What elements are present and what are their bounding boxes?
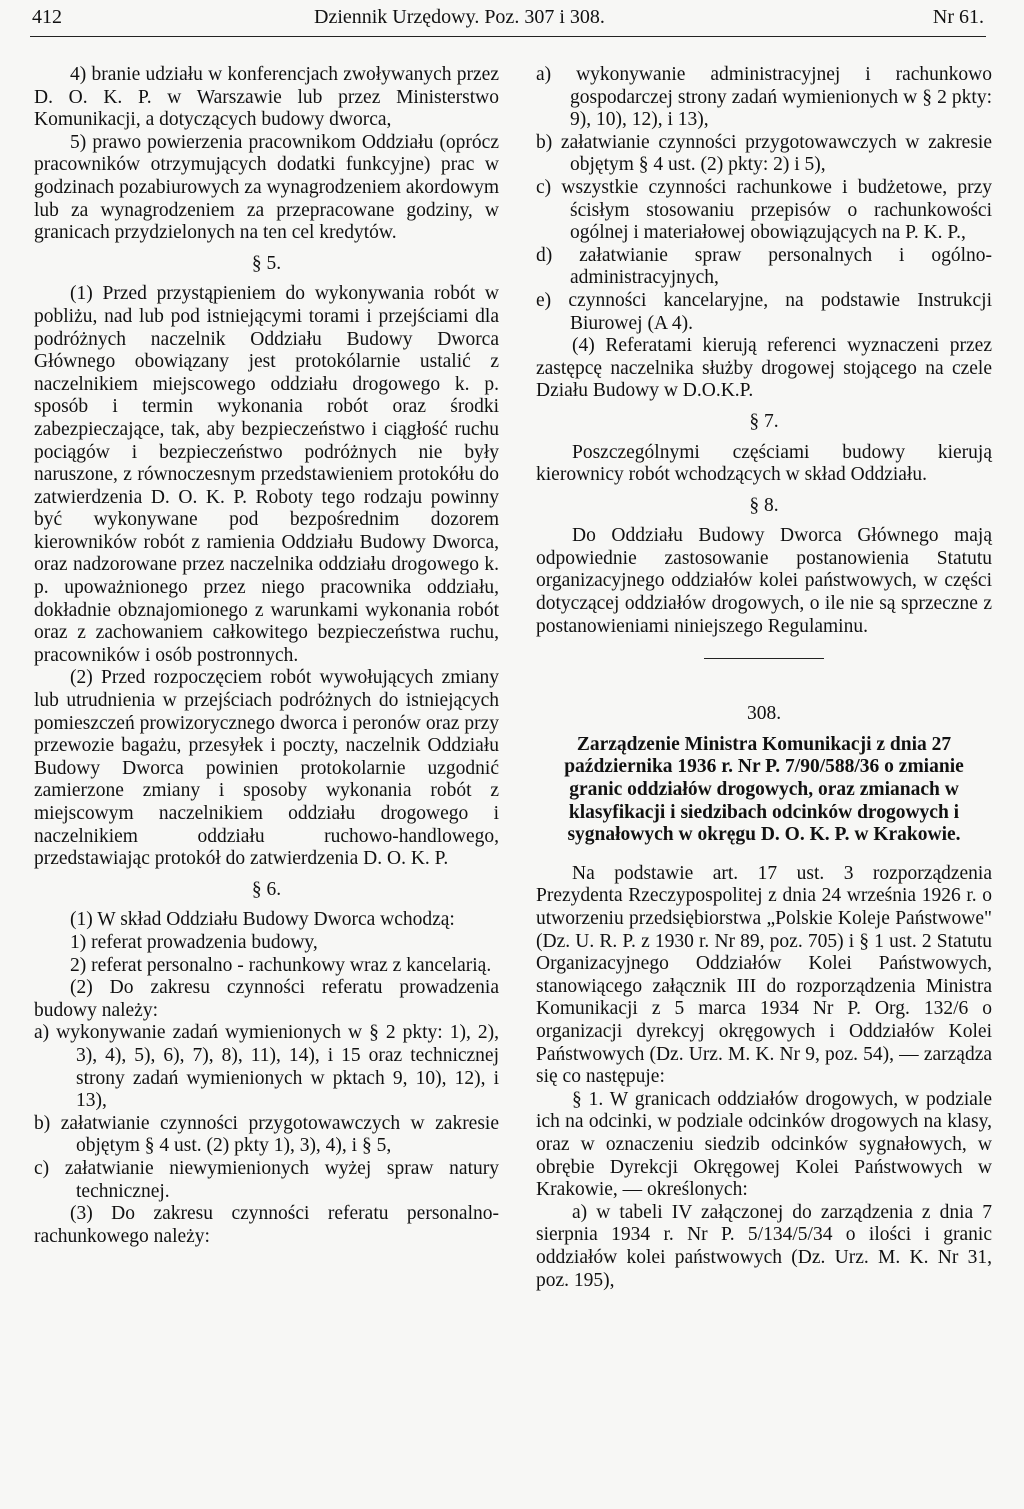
list-item: a) wykonywanie administracyjnej i rachunkowo gospodarczej strony zadań wymienionych w § 2 pkty: 9), 10), 12), i 13),: [536, 64, 992, 131]
left-column: [34, 64, 499, 1248]
section-heading: § 8.: [749, 494, 779, 516]
ordinance-title: Zarządzenie Ministra Komunikacji z dnia 27 października 1936 r. Nr P. 7/90/588/36 o zmianie granic oddziałów drogowych, oraz zmianach w klasyfikacji i siedzibach odcinków drogowych i sygnałowych w okręgu D. O. K. P. w Krakowie.: [564, 733, 964, 846]
list-item: e) czynności kancelaryjne, na podstawie Instrukcji Biurowej (A 4).: [536, 289, 992, 334]
paragraph: (2) Do zakresu czynności referatu prowadzenia budowy należy:: [34, 977, 499, 1021]
paragraph: Na podstawie art. 17 ust. 3 rozporządzenia Prezydenta Rzeczypospolitej z dnia 24 września 1926 r. o utworzeniu przedsiębiorstwa „Polskie Koleje Państwowe" (Dz. U. R. P. z 1930 r. Nr 89, poz. 705) i § 1 ust. 2 Statutu Organizacyjnego Oddziałów Kolei Państwowych, stanowiącego załącznik III do rozporządzenia Ministra Komunikacji z 5 marca 1934 Nr P. Org. 132/6 o organizacji dyrekcyj okręgowych i Oddziałów Kolei Państwowych (Dz. Urz. M. K. Nr 9, poz. 54), — zarządza się co następuje:: [536, 862, 992, 1088]
list-item: b) załatwianie czynności przygotowawczych w zakresie objętym § 4 ust. (2) pkty: 2) i 5),: [536, 131, 992, 176]
paragraph: 5) prawo powierzenia pracownikom Oddziału (oprócz pracowników otrzymujących dodatki funkcyjne) prac w godzinach pozabiurowych za wynagrodzeniem akordowym lub za wynagrodzeniem za przepracowane godziny, w granicach przydzielonych na ten cel kredytów.: [34, 131, 499, 244]
paragraph: Poszczególnymi częściami budowy kierują kierownicy robót wchodzących w skład Oddziału.: [536, 441, 992, 486]
paragraph: Do Oddziału Budowy Dworca Głównego mają odpowiednie zastosowanie postanowienia Statutu organizacyjnego oddziałów kolei państwowych, w części dotyczącej oddziałów drogowych, o ile nie są sprzeczne z postanowieniami niniejszego Regulaminu.: [536, 525, 992, 637]
paragraph: (4) Referatami kierują referenci wyznaczeni przez zastępcę naczelnika służby drogowej stojącego na czele Działu Budowy w D.O.K.P.: [536, 335, 992, 402]
journal-title: Dziennik Urzędowy. Poz. 307 i 308.: [314, 6, 605, 28]
list-item: a) wykonywanie zadań wymienionych w § 2 pkty: 1), 2), 3), 4), 5), 6), 7), 8), 11), 14), i 15 oraz technicznej strony zadań wymienionych w pktach 9, 10), 12), i 13),: [34, 1022, 499, 1112]
paragraph: (1) W skład Oddziału Budowy Dworca wchodzą:: [70, 909, 455, 931]
list-item: 2) referat personalno - rachunkowy wraz z kancelarią.: [70, 954, 492, 976]
paragraph: (1) Przed przystąpieniem do wykonywania robót w pobliżu, nad lub pod istniejącymi torami i przejściami dla podróżnych naczelnik Oddziału Budowy Dworca Głównego obowiązany jest protokólarnie ustalić z naczelnikiem miejscowego oddziału drogowego k. p. sposób i termin wykonania robót oraz środki zabezpieczające, tak, aby bezpieczeństwo i ciągłość ruchu pociągów i bezpieczeństwo podróżnych nie były naruszone, z równoczesnym przedstawieniem protokółu do zatwierdzenia D. O. K. P. Roboty tego rodzaju powinny być wykonywane pod bezpośrednim dozorem kierowników robót z ramienia Oddziału Budowy Dworca, oraz nadzorowane przez naczelnika oddziału drogowego k. p. upoważnionego przez niego pracownika oddziału, dokładnie obznajomionego z warunkami wykonania robót oraz z zachowaniem całkowitego bezpieczeństwa ruchu, pracowników i osób postronnych.: [34, 283, 499, 666]
list-item: b) załatwianie czynności przygotowawczych w zakresie objętym § 4 ust. (2) pkty 1), 3), 4), i § 5,: [34, 1112, 499, 1157]
item-number: 308.: [746, 703, 782, 725]
section-heading: § 6.: [251, 878, 282, 900]
list-item: 1) referat prowadzenia budowy,: [70, 931, 318, 953]
paragraph: (3) Do zakresu czynności referatu personalno-rachunkowego należy:: [34, 1203, 499, 1247]
paragraph: 4) branie udziału w konferencjach zwoływanych przez D. O. K. P. w Warszawie lub przez Ministerstwo Komunikacji, a dotyczących budowy dworca,: [34, 64, 499, 131]
header-rule: [30, 36, 986, 37]
list-item: d) załatwianie spraw personalnych i ogólno-administracyjnych,: [536, 244, 992, 289]
right-column: [536, 64, 992, 1292]
list-item: c) załatwianie niewymienionych wyżej spraw natury technicznej.: [34, 1157, 499, 1202]
page-number: 412: [32, 6, 62, 28]
list-item: c) wszystkie czynności rachunkowe i budżetowe, przy ścisłym stosowaniu przepisów o rachunkowości ogólnej i materiałowej obowiązujących na P. K. P.,: [536, 176, 992, 244]
separator-rule: [704, 658, 824, 659]
paragraph: a) w tabeli IV załączonej do zarządzenia z dnia 7 sierpnia 1934 r. Nr P. 5/134/5/34 o ilości i granic oddziałów kolei państwowych (Dz. Urz. M. K. Nr 31, poz. 195),: [536, 1201, 992, 1291]
paragraph: (2) Przed rozpoczęciem robót wywołujących zmiany lub utrudnienia w przejściach podróżnych do istniejących pomieszczeń prowizorycznego dworca i peronów oraz przy przewozie bagażu, przesyłek i poczty, naczelnik Oddziału Budowy Dworca powinien protokolarnie uzgodnić zamierzone zmiany i sposoby wykonania robót z miejscowym naczelnikiem oddziału drogowego i naczelnikiem oddziału ruchowo-handlowego, przedstawiając protokół do zatwierdzenia D. O. K. P.: [34, 667, 499, 870]
section-heading: § 5.: [251, 252, 282, 274]
paragraph: § 1. W granicach oddziałów drogowych, w podziale ich na odcinki, w podziale odcinków drogowych na klasy, oraz w oznaczeniu siedzib odcinków sygnałowych, w obrębie Dyrekcji Okręgowej Kolei Państwowych w Krakowie, — określonych:: [536, 1088, 992, 1201]
running-header: [32, 6, 984, 30]
issue-number: Nr 61.: [932, 6, 984, 28]
section-heading: § 7.: [749, 410, 779, 432]
